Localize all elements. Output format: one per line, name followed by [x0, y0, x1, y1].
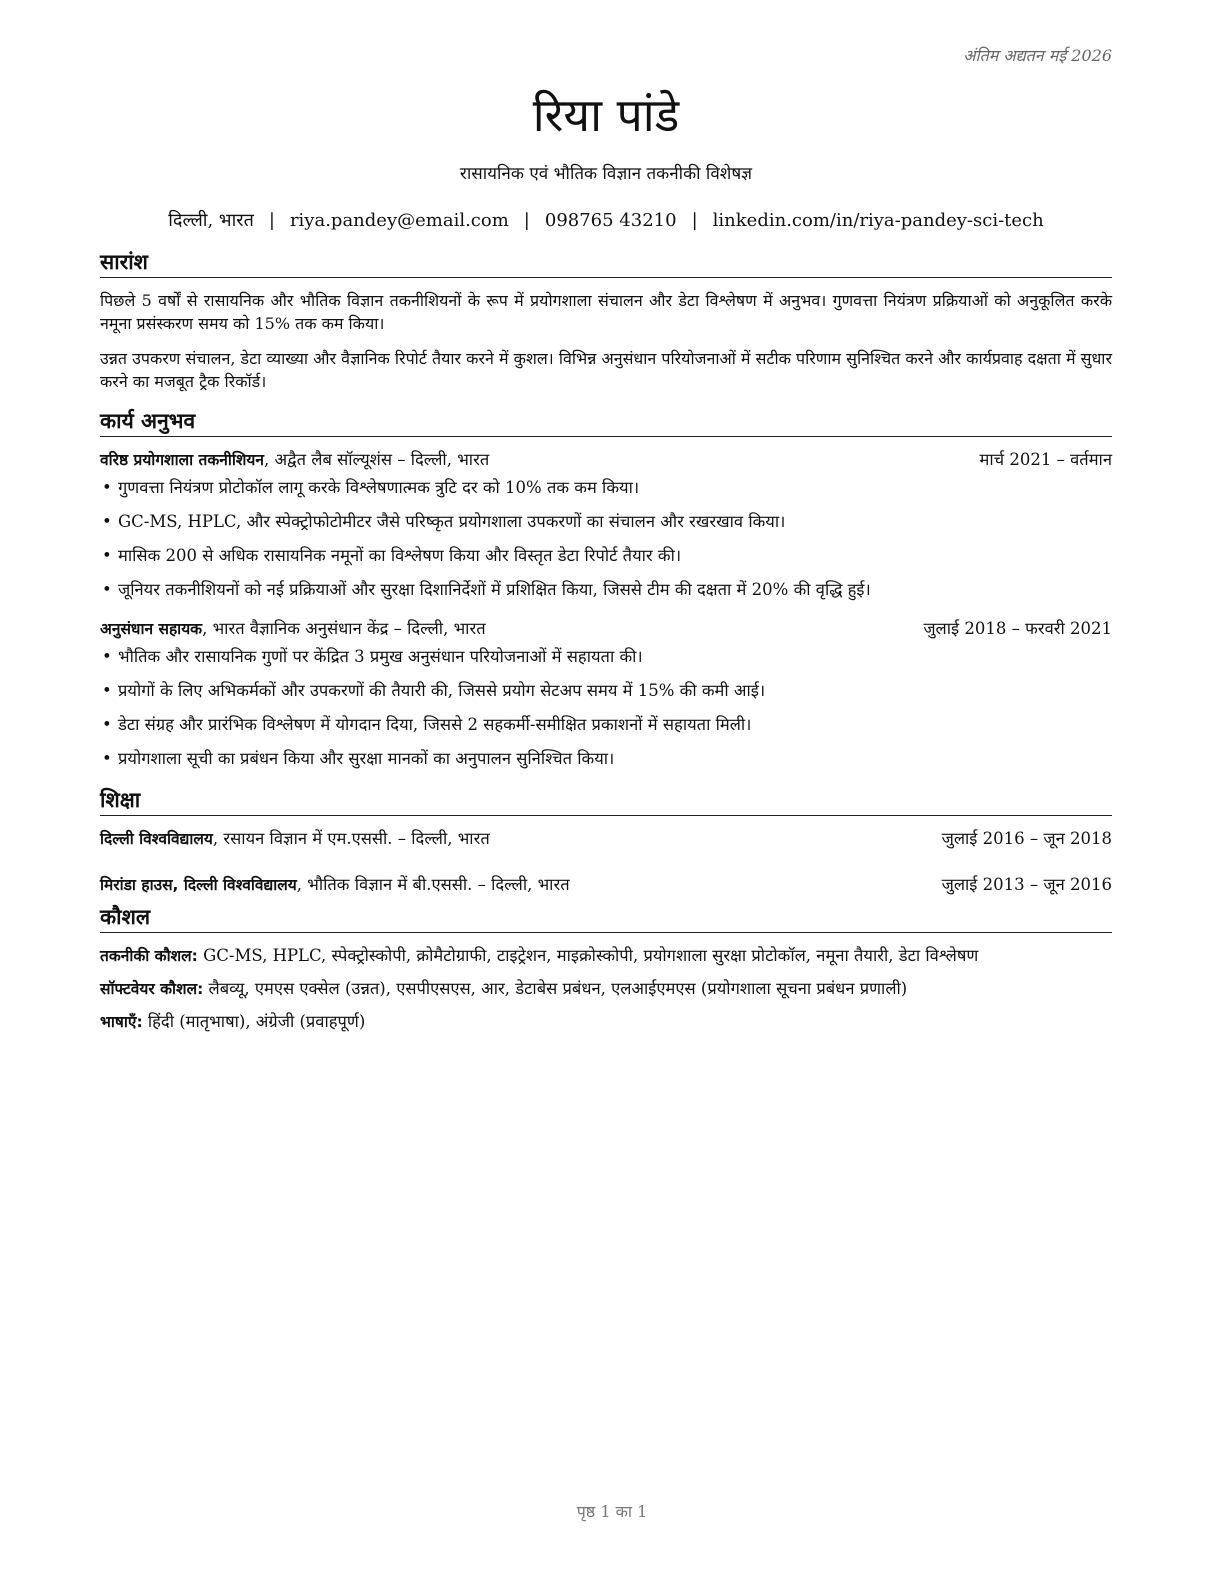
job-bullet: • गुणवत्ता नियंत्रण प्रोटोकॉल लागू करके विश्लेषणात्मक त्रुटि दर को 10% तक कम किया।	[100, 476, 1112, 500]
skills-section	[100, 903, 1112, 1034]
job-bullet: • मासिक 200 से अधिक रासायनिक नमूनों का विश्लेषण किया और विस्तृत डेटा रिपोर्ट तैयार की।	[100, 544, 1112, 568]
job-bullet: • भौतिक और रासायनिक गुणों पर केंद्रित 3 प्रमुख अनुसंधान परियोजनाओं में सहायता की।	[100, 645, 1112, 669]
education-dates: जुलाई 2013 – जून 2016	[941, 875, 1112, 894]
candidate-subtitle: रासायनिक एवं भौतिक विज्ञान तकनीकी विशेषज्ञ	[459, 164, 753, 184]
job-bullet: • डेटा संग्रह और प्रारंभिक विश्लेषण में योगदान दिया, जिससे 2 सहकर्मी-समीक्षित प्रकाशनों में सहायता मिली।	[100, 713, 1112, 737]
skill-label: तकनीकी कौशल:	[100, 947, 198, 965]
job-bullet: • प्रयोगों के लिए अभिकर्मकों और उपकरणों की तैयारी की, जिससे प्रयोग सेटअप समय में 15% की कमी आई।	[100, 679, 1112, 703]
job-header	[100, 617, 1112, 641]
experience-section	[100, 407, 1112, 771]
contact-separator: |	[523, 210, 530, 231]
job-dates: जुलाई 2018 – फरवरी 2021	[923, 619, 1112, 638]
section-title-summary: सारांश	[100, 248, 1112, 278]
job-entry	[100, 617, 1112, 771]
job-bullet: • प्रयोगशाला सूची का प्रबंधन किया और सुरक्षा मानकों का अनुपालन सुनिश्चित किया।	[100, 747, 1112, 771]
summary-section	[100, 248, 1112, 393]
skill-value: GC-MS, HPLC, स्पेक्ट्रोस्कोपी, क्रोमैटोग्राफी, टाइट्रेशन, माइक्रोस्कोपी, प्रयोगशाला सुरक्षा प्रोटोकॉल, नमूना तैयारी, डेटा विश्लेषण	[197, 946, 979, 965]
section-title-experience: कार्य अनुभव	[100, 407, 1112, 437]
contact-line	[100, 208, 1112, 234]
job-bullet: • जूनियर तकनीशियनों को नई प्रक्रियाओं और सुरक्षा दिशानिर्देशों में प्रशिक्षित किया, जिससे टीम की दक्षता में 20% की वृद्धि हुई।	[100, 578, 1112, 602]
job-org: , भारत वैज्ञानिक अनुसंधान केंद्र – दिल्ली, भारत	[202, 619, 486, 638]
job-org: , अद्वैत लैब सॉल्यूशंस – दिल्ली, भारत	[264, 450, 490, 469]
summary-paragraph: पिछले 5 वर्षों से रासायनिक और भौतिक विज्ञान तकनीशियनों के रूप में प्रयोगशाला संचालन और डेटा विश्लेषण में अनुभव। गुणवत्ता नियंत्रण प्रक्रियाओं को अनुकूलित करके नमूना प्रसंस्करण समय को 15% तक कम किया।	[100, 291, 1112, 333]
skill-value: लैबव्यू, एमएस एक्सेल (उन्नत), एसपीएसएस, आर, डेटाबेस प्रबंधन, एलआईएमएस (प्रयोगशाला सूचना प्रबंधन प्रणाली)	[203, 979, 908, 998]
education-dates: जुलाई 2016 – जून 2018	[941, 829, 1112, 848]
job-bullet: • GC-MS, HPLC, और स्पेक्ट्रोफोटोमीटर जैसे परिष्कृत प्रयोगशाला उपकरणों का संचालन और रखरखाव किया।	[100, 510, 1112, 534]
contact-separator: |	[691, 210, 698, 231]
candidate-name: रिया पांडे	[532, 88, 680, 142]
skill-label: भाषाएँ:	[100, 1013, 143, 1031]
education-entry	[100, 873, 1112, 897]
section-title-education: शिक्षा	[100, 786, 1112, 816]
education-detail: , रसायन विज्ञान में एम.एससी. – दिल्ली, भारत	[212, 829, 490, 848]
education-institution: मिरांडा हाउस, दिल्ली विश्वविद्यालय	[100, 876, 297, 894]
skill-line	[100, 944, 1112, 968]
job-role: अनुसंधान सहायक	[100, 620, 203, 638]
contact-separator: |	[268, 210, 275, 231]
skill-line	[100, 977, 1112, 1001]
education-section	[100, 786, 1112, 897]
skill-label: सॉफ्टवेयर कौशल:	[100, 980, 204, 998]
education-entry	[100, 827, 1112, 851]
education-institution: दिल्ली विश्वविद्यालय	[100, 830, 213, 848]
contact-linkedin[interactable]: linkedin.com/in/riya-pandey-sci-tech	[712, 210, 1044, 231]
summary-paragraph: उन्नत उपकरण संचालन, डेटा व्याख्या और वैज्ञानिक रिपोर्ट तैयार करने में कुशल। विभिन्न अनुसंधान परियोजनाओं में सटीक परिणाम सुनिश्चित करने और कार्यप्रवाह दक्षता में सुधार करने का मजबूत ट्रैक रिकॉर्ड।	[100, 349, 1112, 391]
contact-email[interactable]: riya.pandey@email.com	[289, 210, 509, 231]
skill-value: हिंदी (मातृभाषा), अंग्रेजी (प्रवाहपूर्ण)	[142, 1012, 366, 1031]
page-number: पृष्ठ 1 का 1	[576, 1502, 648, 1521]
job-entry	[100, 448, 1112, 602]
job-bullets	[100, 645, 1112, 771]
last-updated: अंतिम अद्यतन मई 2026	[963, 46, 1112, 65]
skill-line	[100, 1010, 1112, 1034]
education-detail: , भौतिक विज्ञान में बी.एससी. – दिल्ली, भारत	[296, 875, 570, 894]
job-role: वरिष्ठ प्रयोगशाला तकनीशियन	[100, 451, 265, 469]
section-title-skills: कौशल	[100, 903, 1112, 933]
contact-location: दिल्ली, भारत	[168, 210, 254, 231]
contact-phone: 098765 43210	[544, 210, 677, 231]
job-header	[100, 448, 1112, 472]
job-dates: मार्च 2021 – वर्तमान	[979, 450, 1112, 469]
job-bullets	[100, 476, 1112, 602]
